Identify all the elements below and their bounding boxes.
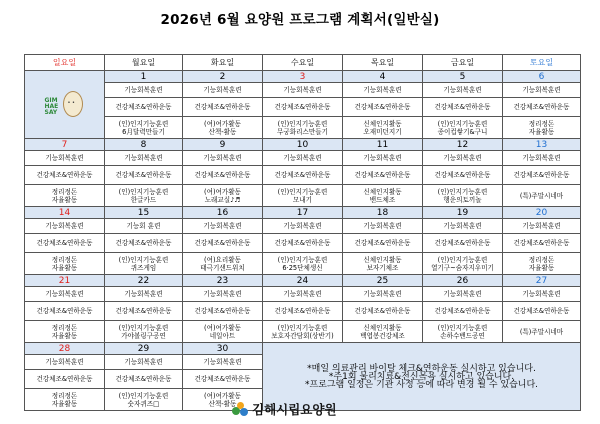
program-cell: 건강체조&연하운동 [503, 302, 581, 321]
activity-type: (여)여가활동 [204, 323, 241, 332]
activity-cell [423, 117, 503, 139]
program-cell: 건강체조&연하운동 [105, 166, 183, 185]
program-cell: 건강체조&연하운동 [503, 98, 581, 117]
activity-type: 정리정돈 [51, 323, 78, 332]
activity-type: (인)인지기능훈련 [437, 255, 488, 264]
date-cell: 3 [263, 71, 343, 83]
weekday-thu: 목요일 [343, 55, 423, 71]
activity-cell [263, 117, 343, 139]
activity-type: (여)여가활동 [204, 119, 241, 128]
program-cell: 건강체조&연하운동 [263, 98, 343, 117]
activity-name: 퀴즈게임 [130, 263, 157, 272]
program-row [25, 219, 581, 234]
activity-cell [343, 321, 423, 343]
program-cell: 기능회복훈련 [183, 151, 263, 166]
activity-cell [105, 389, 183, 411]
date-cell: 27 [503, 275, 581, 287]
program-cell: 건강체조&연하운동 [183, 166, 263, 185]
program-cell: 기능회복훈련 [343, 219, 423, 234]
brand-logo-icon [232, 402, 248, 416]
program-cell: 건강체조&연하운동 [105, 98, 183, 117]
weekday-sat: 토요일 [503, 55, 581, 71]
program-cell: 기능회복훈련 [183, 83, 263, 98]
program-cell: 건강체조&연하운동 [503, 166, 581, 185]
program-cell: 건강체조&연하운동 [183, 370, 263, 389]
program-cell: 건강체조&연하운동 [25, 166, 105, 185]
brand-name: 김해시립요양원 [252, 402, 337, 417]
date-cell: 5 [423, 71, 503, 83]
date-cell: 17 [263, 207, 343, 219]
activity-cell [263, 185, 343, 207]
program-row [25, 321, 581, 343]
activity-cell [183, 117, 263, 139]
date-cell: 26 [423, 275, 503, 287]
program-row [25, 302, 581, 321]
weekday-mon: 월요일 [105, 55, 183, 71]
activity-cell [503, 253, 581, 275]
activity-name: 자율활동 [51, 399, 78, 408]
program-cell: 기능회복훈련 [183, 219, 263, 234]
activity-type: (여)여가활동 [204, 187, 241, 196]
date-cell: 23 [183, 275, 263, 287]
program-calendar [24, 54, 581, 411]
date-cell: 4 [343, 71, 423, 83]
note-line: *주1회 물리치료&전신목욕 실시하고 있습니다. [328, 371, 515, 382]
date-cell: 25 [343, 275, 423, 287]
activity-name: 숫자퀴즈□ [127, 399, 160, 408]
activity-type: (인)인지기능훈련 [118, 255, 169, 264]
activity-cell [343, 117, 423, 139]
program-cell: 기능회복훈련 [105, 83, 183, 98]
program-cell: 기능회복훈련 [423, 151, 503, 166]
activity-name: 가야볼링구공연 [121, 331, 166, 340]
activity-name: 오재미던지기 [363, 127, 402, 136]
program-cell: 건강체조&연하운동 [263, 166, 343, 185]
program-cell: 건강체조&연하운동 [25, 234, 105, 253]
activity-name: (특)주말시네마 [519, 191, 564, 200]
activity-cell [423, 185, 503, 207]
program-cell: 기능회복훈련 [263, 151, 343, 166]
activity-type: (인)인지기능훈련 [118, 119, 169, 128]
program-cell: 기능회복훈련 [343, 151, 423, 166]
date-cell: 1 [105, 71, 183, 83]
activity-name: 무궁화리스만들기 [277, 127, 328, 136]
date-cell: 18 [343, 207, 423, 219]
date-row [25, 343, 581, 355]
activity-cell [25, 253, 105, 275]
program-cell: 기능회복훈련 [503, 287, 581, 302]
date-cell: 11 [343, 139, 423, 151]
date-cell: 6 [503, 71, 581, 83]
program-row [25, 117, 581, 139]
activity-type: 정리정돈 [51, 391, 78, 400]
activity-name: 손하수밴드공연 [440, 331, 485, 340]
activity-cell [105, 253, 183, 275]
activity-cell [25, 389, 105, 411]
activity-name: 태극기샌드위치 [200, 263, 245, 272]
activity-name: 백엽봉건강체조 [360, 331, 405, 340]
program-row [25, 98, 581, 117]
program-row [25, 166, 581, 185]
activity-name: 6月달력만들기 [122, 127, 165, 136]
activity-type: 정리정돈 [528, 255, 555, 264]
activity-cell [263, 253, 343, 275]
logo-cell [25, 71, 105, 139]
activity-cell [105, 117, 183, 139]
activity-type: 신체인지활동 [363, 255, 402, 264]
date-cell: 22 [105, 275, 183, 287]
program-cell: 건강체조&연하운동 [343, 234, 423, 253]
activity-type: (인)인지기능훈련 [118, 391, 169, 400]
activity-name: 자율활동 [528, 127, 555, 136]
activity-cell [183, 253, 263, 275]
activity-name: 종이컵쌓기&구니 [437, 127, 488, 136]
activity-type: 정리정돈 [528, 119, 555, 128]
activity-name: 자율활동 [51, 195, 78, 204]
activity-name: 자율활동 [51, 263, 78, 272]
activity-name: 노래교실♪♬ [204, 195, 241, 204]
program-cell: 건강체조&연하운동 [105, 234, 183, 253]
date-cell: 28 [25, 343, 105, 355]
activity-cell [423, 253, 503, 275]
activity-name: 산책-활동 [208, 127, 237, 136]
date-cell: 19 [423, 207, 503, 219]
activity-type: (인)인지기능훈련 [277, 119, 328, 128]
activity-name: 네일아트 [209, 331, 236, 340]
date-cell: 2 [183, 71, 263, 83]
activity-cell [343, 185, 423, 207]
program-cell: 건강체조&연하운동 [343, 98, 423, 117]
date-cell: 10 [263, 139, 343, 151]
program-cell: 기능회복훈련 [423, 219, 503, 234]
activity-name: 밴드체조 [369, 195, 396, 204]
activity-type: (여)여가활동 [204, 391, 241, 400]
weekday-header-row [25, 55, 581, 71]
date-row [25, 207, 581, 219]
program-row [25, 287, 581, 302]
activity-type: (인)인지기능훈련 [118, 323, 169, 332]
activity-cell [105, 185, 183, 207]
program-cell: 기능회 훈련 [105, 219, 183, 234]
activity-name: 열기구~숨자지우미기 [431, 263, 494, 272]
brand-footer [232, 401, 337, 417]
program-cell: 기능회복훈련 [25, 219, 105, 234]
program-cell: 건강체조&연하운동 [25, 302, 105, 321]
activity-cell [503, 117, 581, 139]
activity-name: (특)주말시네마 [519, 327, 564, 336]
weekday-wed: 수요일 [263, 55, 343, 71]
activity-cell [25, 321, 105, 343]
program-cell: 기능회복훈련 [423, 287, 503, 302]
date-cell: 14 [25, 207, 105, 219]
weekday-tue: 화요일 [183, 55, 263, 71]
activity-name: 보호자간담회(상반기) [271, 331, 334, 340]
activity-name: 모내기 [292, 195, 313, 204]
activity-cell [183, 321, 263, 343]
activity-name: 행운의토끼놀 [443, 195, 482, 204]
program-cell: 건강체조&연하운동 [503, 234, 581, 253]
program-cell: 기능회복훈련 [263, 219, 343, 234]
date-cell: 16 [183, 207, 263, 219]
activity-name: 산책-활동 [208, 399, 237, 408]
activity-type: 정리정돈 [51, 255, 78, 264]
activity-cell [503, 185, 581, 207]
program-cell: 기능회복훈련 [423, 83, 503, 98]
program-cell: 건강체조&연하운동 [423, 302, 503, 321]
date-row [25, 139, 581, 151]
program-cell: 기능회복훈련 [183, 355, 263, 370]
program-cell: 기능회복훈련 [105, 287, 183, 302]
program-cell: 기능회복훈련 [263, 83, 343, 98]
activity-type: (인)인지기능훈련 [277, 255, 328, 264]
program-cell: 건강체조&연하운동 [343, 166, 423, 185]
activity-type: (인)인지기능훈련 [437, 323, 488, 332]
weekday-fri: 금요일 [423, 55, 503, 71]
activity-name: 자율활동 [51, 331, 78, 340]
activity-cell [503, 321, 581, 343]
activity-type: 정리정돈 [51, 187, 78, 196]
program-cell: 건강체조&연하운동 [183, 302, 263, 321]
program-cell: 건강체조&연하운동 [423, 166, 503, 185]
weekday-sun: 일요일 [25, 55, 105, 71]
activity-type: (인)인지기능훈련 [118, 187, 169, 196]
program-cell: 기능회복훈련 [183, 287, 263, 302]
activity-cell [263, 321, 343, 343]
program-cell: 기능회복훈련 [263, 287, 343, 302]
date-cell: 9 [183, 139, 263, 151]
activity-cell [343, 253, 423, 275]
activity-type: (인)인지기능훈련 [277, 187, 328, 196]
program-cell: 건강체조&연하운동 [423, 234, 503, 253]
activity-type: 신체인지활동 [363, 187, 402, 196]
program-cell: 기능회복훈련 [503, 83, 581, 98]
activity-type: (여)요리활동 [204, 255, 241, 264]
program-cell: 건강체조&연하운동 [263, 302, 343, 321]
program-cell: 건강체조&연하운동 [183, 234, 263, 253]
program-cell: 기능회복훈련 [25, 151, 105, 166]
program-cell: 기능회복훈련 [503, 151, 581, 166]
program-row [25, 253, 581, 275]
activity-type: (인)인지기능훈련 [437, 119, 488, 128]
activity-type: (인)인지기능훈련 [437, 187, 488, 196]
date-cell: 24 [263, 275, 343, 287]
note-line: *프로그램 일정은 기관 사정 등에 따라 변경 될 수 있습니다. [304, 379, 539, 390]
activity-name: 보자기체조 [366, 263, 399, 272]
program-row [25, 151, 581, 166]
program-cell: 기능회복훈련 [105, 355, 183, 370]
activity-type: 신체인지활동 [363, 119, 402, 128]
activity-cell [183, 185, 263, 207]
date-cell: 7 [25, 139, 105, 151]
program-cell: 건강체조&연하운동 [105, 302, 183, 321]
program-row [25, 234, 581, 253]
program-cell: 기능회복훈련 [25, 355, 105, 370]
program-cell: 기능회복훈련 [105, 151, 183, 166]
program-row [25, 83, 581, 98]
program-cell: 건강체조&연하운동 [343, 302, 423, 321]
date-cell: 8 [105, 139, 183, 151]
activity-cell [25, 185, 105, 207]
date-row [25, 275, 581, 287]
program-cell: 건강체조&연하운동 [25, 370, 105, 389]
program-cell: 건강체조&연하운동 [105, 370, 183, 389]
activity-name: 6·25단체생신 [282, 263, 323, 272]
note-line: *매일 의료관리 바이탈 체크&연하운동 실시하고 있습니다. [307, 363, 536, 374]
activity-cell [423, 321, 503, 343]
program-cell: 기능회복훈련 [343, 287, 423, 302]
activity-name: 한글카드 [130, 195, 157, 204]
activity-type: (인)인지기능훈련 [277, 323, 328, 332]
date-cell: 12 [423, 139, 503, 151]
program-cell: 건강체조&연하운동 [263, 234, 343, 253]
date-cell: 20 [503, 207, 581, 219]
date-row [25, 71, 581, 83]
date-cell: 13 [503, 139, 581, 151]
program-cell: 기능회복훈련 [25, 287, 105, 302]
page-title: 2026년 6월 요양원 프로그램 계획서(일반실) [160, 12, 440, 28]
program-row [25, 185, 581, 207]
program-cell: 기능회복훈련 [343, 83, 423, 98]
program-cell: 기능회복훈련 [503, 219, 581, 234]
program-cell: 건강체조&연하운동 [183, 98, 263, 117]
date-cell: 15 [105, 207, 183, 219]
activity-cell [105, 321, 183, 343]
date-cell: 21 [25, 275, 105, 287]
date-cell: 29 [105, 343, 183, 355]
program-cell: 건강체조&연하운동 [423, 98, 503, 117]
date-cell: 30 [183, 343, 263, 355]
activity-name: 자율활동 [528, 263, 555, 272]
mascot-logo-icon: • • GIM HAE SAY [45, 89, 85, 119]
activity-type: 신체인지활동 [363, 323, 402, 332]
